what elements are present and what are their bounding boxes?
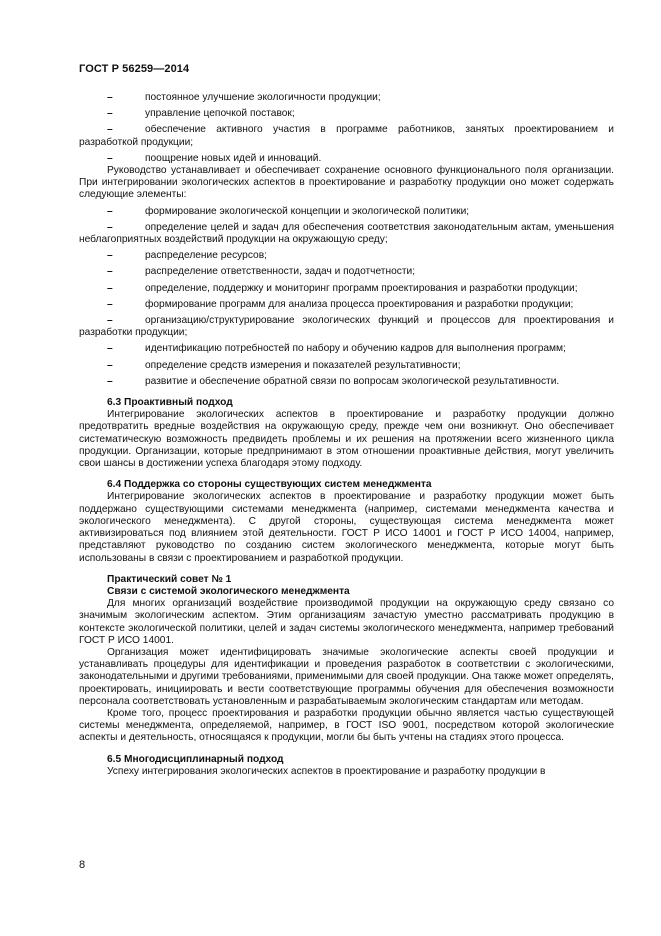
list-item: – идентификацию потребностей по набору и обучению кадров для выполнения программ; [107, 343, 566, 355]
list-item: – формирование экологической концепции и экологической политики; [107, 205, 470, 217]
section-heading: 6.3 Проактивный подход [107, 397, 233, 409]
list-item: – поощрение новых идей и инноваций. [107, 152, 322, 164]
page-number: 8 [79, 859, 86, 871]
paragraph: Для многих организаций воздействие производимой продукции на окружающую среду связано со значимым экологическим аспектом. Этим организациям зачастую уместно рассматривать продукцию в контексте экологической политики, целей и задач системы экологического менеджмента, например требований ГОСТ Р ИСО 14001. [79, 598, 614, 646]
list-item: – обеспечение активного участия в программе работников, занятых проектированием и разработкой продукции; [79, 124, 614, 148]
list-item: – определение, поддержку и мониторинг программ проектирования и разработки продукции; [107, 282, 578, 294]
paragraph: Организация может идентифицировать значимые экологические аспекты своей продукции и устанавливать процедуры для идентификации и проведения разработок в соответствии с экологическими, законодательными и другими требованиями, применимыми для своей продукции. Она также может определять, проектировать, инициировать и вести соответствующие программы обучения для обеспечения возможности персонала соответствовать установленным и разрабатываемым экологическим стандартам или методам. [79, 646, 614, 707]
section-heading: 6.4 Поддержка со стороны существующих систем менеджмента [107, 479, 432, 491]
paragraph: Интегрирование экологических аспектов в проектирование и разработку продукции должно предотвратить вредные воздействия на окружающую среду, прежде чем они возникнут. Оно обеспечивает систематическую возможность предвидеть проблемы и их решения на протяжении всего жизненного цикла продукции. Организации, которые предпринимают в этом отношении проактивные действия, могут увеличить свои шансы в достижении успеха благодаря этому подходу. [79, 409, 614, 470]
list-item: – определение целей и задач для обеспечения соответствия законодательным актам, уменьшения неблагоприятных воздействий продукции на окружающую среду; [79, 221, 614, 246]
paragraph: Руководство устанавливает и обеспечивает сохранение основного функционального поля организации. При интегрировании экологических аспектов в проектирование и разработку продукции оно может содержать следующие элементы: [79, 165, 614, 201]
list-item: – распределение ответственности, задач и подотчетности; [107, 266, 416, 278]
list-item: – развитие и обеспечение обратной связи по вопросам экологической результативности. [107, 375, 560, 387]
document-header: ГОСТ Р 56259—2014 [79, 63, 190, 75]
tip-label: Практический совет № 1 [107, 573, 232, 585]
list-item: – организацию/структурирование экологических функций и процессов для проектирования и разработки продукции; [79, 315, 614, 339]
paragraph: Интегрирование экологических аспектов в проектирование и разработку продукции может быть поддержано существующими системами менеджмента (например, системами менеджмента качества и экологического менеджмента). С другой стороны, существующая система менеджмента может активизироваться под влиянием этой деятельности. ГОСТ Р ИСО 14001 и ГОСТ Р ИСО 14004, например, представляют руководство по созданию систем экологического менеджмента, которые могут быть использованы в связи с проектированием и разработкой продукции. [79, 491, 614, 564]
document-body [79, 92, 614, 778]
tip-title: Связи с системой экологического менеджмента [107, 585, 350, 597]
paragraph: Успеху интегрирования экологических аспектов в проектирование и разработку продукции в [107, 765, 546, 777]
paragraph: Кроме того, процесс проектирования и разработки продукции обычно является частью существующей системы менеджмента, определяемой, например, в ГОСТ ISO 9001, посредством которой экологические аспекты и деятельность, относящаяся к продукции, могли бы быть учтены на стадиях этого процесса. [79, 707, 614, 744]
section-heading: 6.5 Многодисциплинарный подход [107, 753, 284, 765]
list-item: – управление цепочкой поставок; [107, 108, 295, 120]
list-item: – формирование программ для анализа процесса проектирования и разработки продукции; [107, 298, 574, 310]
list-item: – постоянное улучшение экологичности продукции; [107, 92, 381, 103]
list-item: – распределение ресурсов; [107, 250, 267, 262]
list-item: – определение средств измерения и показателей результативности; [107, 359, 461, 371]
